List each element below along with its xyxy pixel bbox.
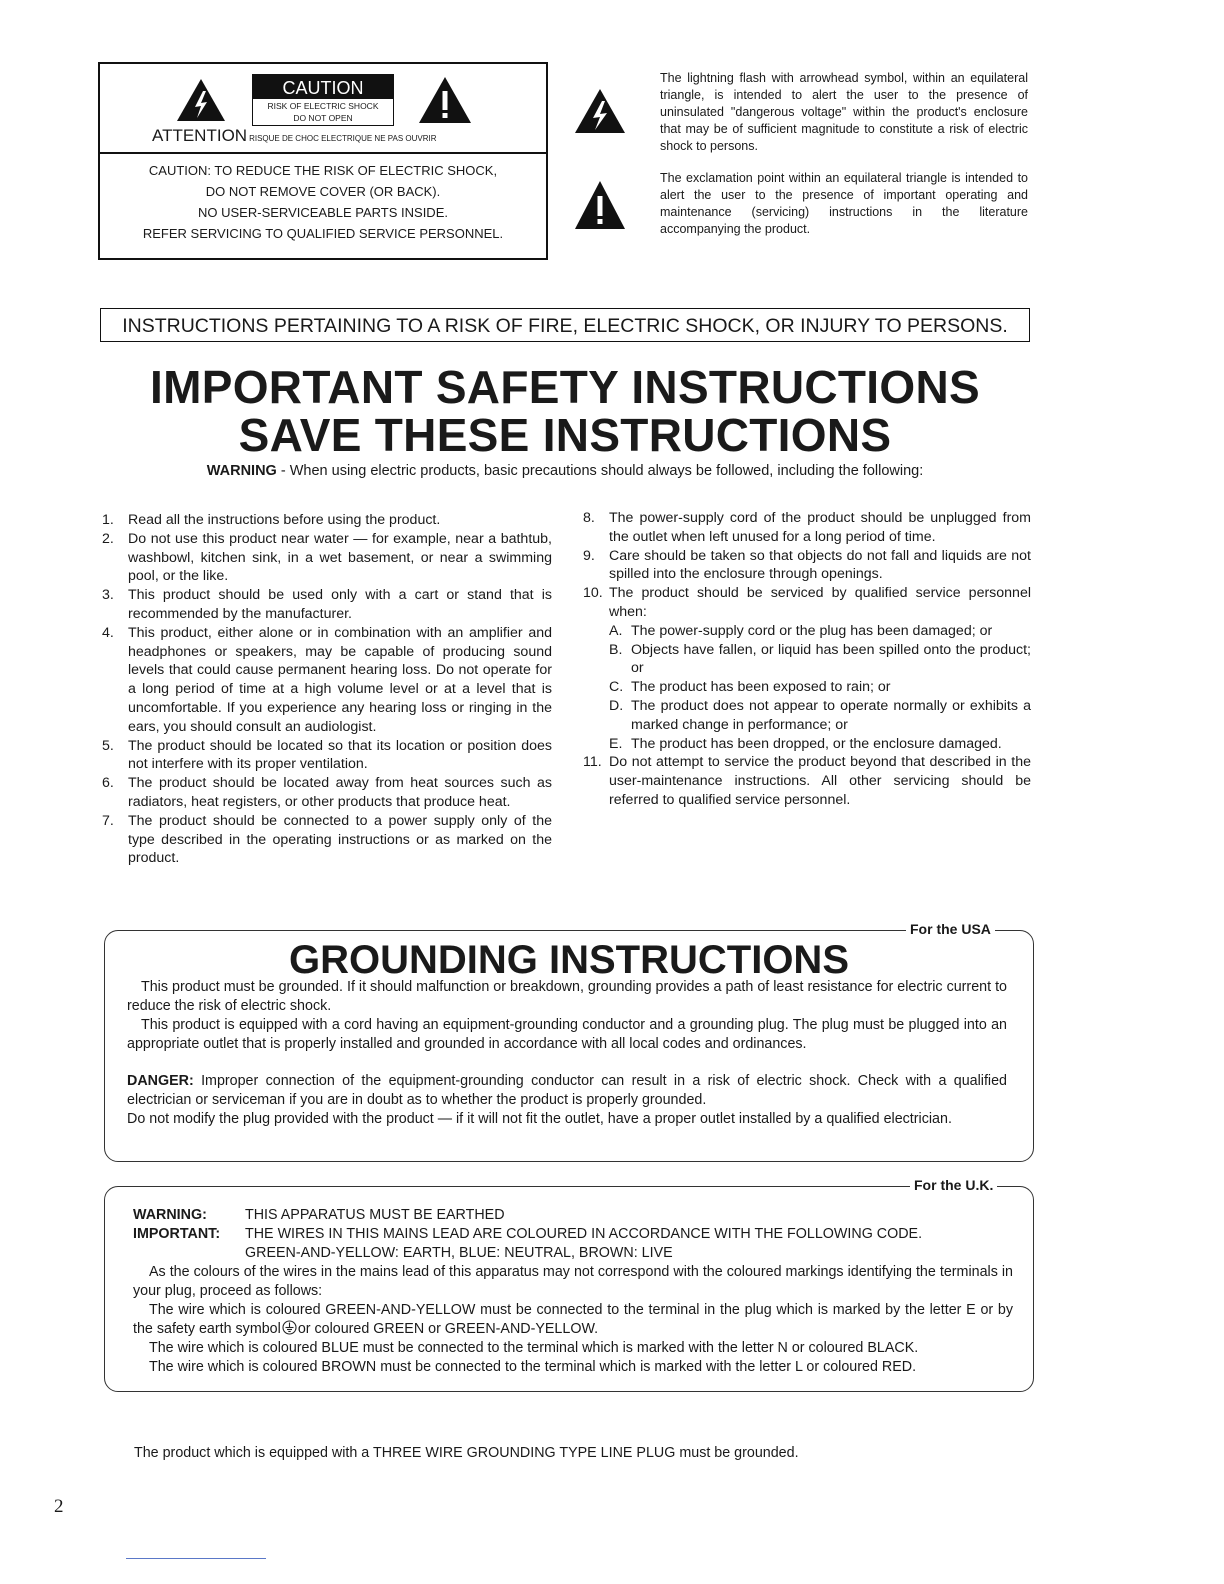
instructions-list-left xyxy=(102,511,552,868)
warning-label: WARNING xyxy=(206,463,277,479)
uk-important-label: IMPORTANT: xyxy=(133,1226,221,1242)
sub-list-item xyxy=(609,697,1031,735)
list-item xyxy=(583,547,1031,585)
item-number: 2. xyxy=(102,530,114,547)
list-item xyxy=(102,774,552,812)
attention-label: ATTENTION xyxy=(152,126,248,145)
footer-rule xyxy=(126,1558,266,1559)
lightning-symbol-icon xyxy=(574,88,626,134)
uk-earth-text-b: or coloured GREEN or GREEN-AND-YELLOW. xyxy=(297,1321,599,1337)
caution-label-box xyxy=(98,62,548,260)
sub-item-letter: C. xyxy=(609,679,624,696)
item-text: Do not attempt to service the product beyond that described in the user-maintenance instructions. All other servicing should be referred to qualified service personnel. xyxy=(609,754,1031,808)
uk-warning-row xyxy=(133,1206,1013,1225)
item-text: Read all the instructions before using the product. xyxy=(128,512,441,528)
list-item xyxy=(583,584,1031,753)
exclamation-symbol-text: The exclamation point within an equilateral triangle is intended to alert the user to the presence of important operating and maintenance (servicing) instructions in the literature accompanying the product. xyxy=(660,171,1028,236)
item-number: 10. xyxy=(583,585,603,602)
sub-list-item xyxy=(609,735,1031,754)
uk-earth-text-a: The wire which is coloured GREEN-AND-YELLOW must be connected to the terminal in the plug which is marked by the letter E or by the safety earth symbol xyxy=(133,1302,1013,1337)
list-item xyxy=(583,753,1031,809)
lightning-symbol-text: The lightning flash with arrowhead symbol, within an equilateral triangle, is intended to alert the user to the presence of uninsulated "dangerous voltage" within the product's enclosure that may be of sufficient magnitude to constitute a risk of electric shock to persons. xyxy=(660,71,1028,153)
sub-item-text: The product has been exposed to rain; or xyxy=(631,679,891,696)
sub-title: SAVE THESE INSTRUCTIONS xyxy=(238,409,892,461)
caution-line-2: DO NOT OPEN xyxy=(293,113,353,123)
item-text: The product should be serviced by qualified service personnel when: xyxy=(609,585,1031,620)
usa-tag: For the USA xyxy=(906,921,995,937)
sub-item-letter: A. xyxy=(609,622,623,639)
danger-text: Improper connection of the equipment-grounding conductor can result in a risk of electric shock. Check with a qualified electrician or serviceman if you are in doubt as to whether the product is properly grounded. xyxy=(127,1073,1007,1108)
item-text: This product should be used only with a cart or stand that is recommended by the manufacturer. xyxy=(128,587,552,622)
list-item xyxy=(102,586,552,624)
sub-list-item xyxy=(609,641,1031,679)
usa-body xyxy=(127,978,1007,1129)
sub-list-item xyxy=(609,622,1031,641)
sub-item-text: Objects have fallen, or liquid has been spilled onto the product; or xyxy=(631,641,1031,677)
item-number: 11. xyxy=(583,754,602,771)
warning-line xyxy=(0,463,1130,479)
item-text: Do not use this product near water — for example, near a bathtub, washbowl, kitchen sink, in a wet basement, or near a swimming pool, or the like. xyxy=(128,530,552,585)
item-number: 8. xyxy=(583,510,595,526)
exclamation-symbol-icon xyxy=(574,180,626,230)
item-number: 7. xyxy=(102,812,114,829)
uk-paragraph: As the colours of the wires in the mains lead of this apparatus may not correspond with the coloured markings identifying the terminals in your plug, proceed as follows: xyxy=(133,1264,1013,1299)
uk-paragraph xyxy=(133,1301,1013,1339)
lightning-warning-icon xyxy=(176,78,226,122)
item-text: The product should be located away from heat sources such as radiators, heat registers, or other products that produce heat. xyxy=(128,775,552,810)
uk-warning-text: THIS APPARATUS MUST BE EARTHED xyxy=(245,1207,505,1223)
caution-body-line: DO NOT REMOVE COVER (OR BACK). xyxy=(205,184,441,199)
page-number: 2 xyxy=(54,1496,64,1517)
exclamation-warning-icon xyxy=(418,76,472,124)
list-item xyxy=(102,737,552,775)
sub-item-letter: E. xyxy=(609,735,623,752)
sub-item-text: The product does not appear to operate normally or exhibits a marked change in performance; or xyxy=(631,697,1031,733)
item-number: 3. xyxy=(102,587,114,604)
sub-list xyxy=(609,622,1031,754)
usa-paragraph: This product is equipped with a cord having an equipment-grounding conductor and a grounding plug. The plug must be plugged into an appropriate outlet that is properly installed and grounded in accordance with all local codes and ordinances. xyxy=(127,1017,1007,1052)
attention-french-text: RISQUE DE CHOC ELECTRIQUE NE PAS OUVRIR xyxy=(249,134,437,143)
item-text: Care should be taken so that objects do not fall and liquids are not spilled into the enclosure through openings. xyxy=(609,547,1031,583)
list-item xyxy=(102,530,552,586)
item-text: The product should be connected to a power supply only of the type described in the operating instructions or as marked on the product. xyxy=(128,812,552,867)
list-item xyxy=(102,812,552,868)
uk-paragraph: The wire which is coloured BLUE must be connected to the terminal which is marked with the letter N or coloured BLACK. xyxy=(149,1340,919,1356)
item-number: 9. xyxy=(583,547,595,564)
item-text: This product, either alone or in combination with an amplifier and headphones or speakers, may be capable of producing sound levels that could cause permanent hearing loss. Do not operate for a long period of time at a high volume level or at a level that is uncomfortable. If you experience any hearing loss or ringing in the ears, you should consult an audiologist. xyxy=(128,624,552,735)
item-number: 4. xyxy=(102,624,114,641)
caution-line-1: RISK OF ELECTRIC SHOCK xyxy=(267,101,379,111)
footer-note: The product which is equipped with a THREE WIRE GROUNDING TYPE LINE PLUG must be grounded. xyxy=(134,1445,799,1461)
item-text: The power-supply cord of the product should be unplugged from the outlet when left unused for a long period of time. xyxy=(609,510,1031,545)
earth-symbol-icon xyxy=(282,1320,297,1335)
item-number: 6. xyxy=(102,775,114,792)
usa-paragraph: Do not modify the plug provided with the product — if it will not fit the outlet, have a proper outlet installed by a qualified electrician. xyxy=(127,1111,952,1127)
sub-item-letter: B. xyxy=(609,641,623,658)
caution-body xyxy=(100,154,546,244)
sub-item-letter: D. xyxy=(609,697,624,714)
warning-text: - When using electric products, basic precautions should always be followed, including the following: xyxy=(276,463,924,479)
item-number: 5. xyxy=(102,737,114,754)
sub-list-item xyxy=(609,678,1031,697)
caution-title: CAUTION xyxy=(253,75,393,99)
main-title: IMPORTANT SAFETY INSTRUCTIONS xyxy=(150,361,980,413)
uk-body xyxy=(133,1206,1013,1377)
sub-item-text: The product has been dropped, or the enclosure damaged. xyxy=(631,735,1002,752)
item-number: 1. xyxy=(102,512,114,528)
uk-important-text: THE WIRES IN THIS MAINS LEAD ARE COLOURED IN ACCORDANCE WITH THE FOLLOWING CODE. xyxy=(245,1226,923,1242)
grounding-title: GROUNDING INSTRUCTIONS xyxy=(289,938,849,982)
risk-banner: INSTRUCTIONS PERTAINING TO A RISK OF FIRE, ELECTRIC SHOCK, OR INJURY TO PERSONS. xyxy=(100,308,1030,342)
caution-body-line: CAUTION: TO REDUCE THE RISK OF ELECTRIC SHOCK, xyxy=(148,163,498,178)
list-item xyxy=(102,511,552,530)
caution-sticker xyxy=(252,74,394,126)
caution-label-header xyxy=(100,64,546,154)
attention-line xyxy=(152,126,437,146)
uk-paragraph: The wire which is coloured BROWN must be connected to the terminal which is marked with the letter L or coloured RED. xyxy=(149,1359,917,1375)
uk-important-row xyxy=(133,1225,1013,1244)
item-text: The product should be located so that its location or position does not interfere with its proper ventilation. xyxy=(128,737,552,773)
usa-paragraph: This product must be grounded. If it should malfunction or breakdown, grounding provides a path of least resistance for electric current to reduce the risk of electric shock. xyxy=(127,979,1007,1014)
danger-paragraph xyxy=(127,1072,1007,1110)
sub-item-text: The power-supply cord or the plug has been damaged; or xyxy=(631,622,993,639)
caution-body-line: REFER SERVICING TO QUALIFIED SERVICE PERSONNEL. xyxy=(142,226,504,241)
list-item xyxy=(583,509,1031,547)
uk-color-code-text: GREEN-AND-YELLOW: EARTH, BLUE: NEUTRAL, BROWN: LIVE xyxy=(245,1245,673,1261)
uk-warning-label: WARNING: xyxy=(133,1207,207,1223)
danger-label: DANGER: xyxy=(127,1073,194,1089)
instructions-list-right xyxy=(583,509,1031,810)
list-item xyxy=(102,624,552,737)
uk-tag: For the U.K. xyxy=(910,1177,997,1193)
uk-color-code-row xyxy=(133,1244,1013,1263)
caution-body-line: NO USER-SERVICEABLE PARTS INSIDE. xyxy=(198,205,448,220)
